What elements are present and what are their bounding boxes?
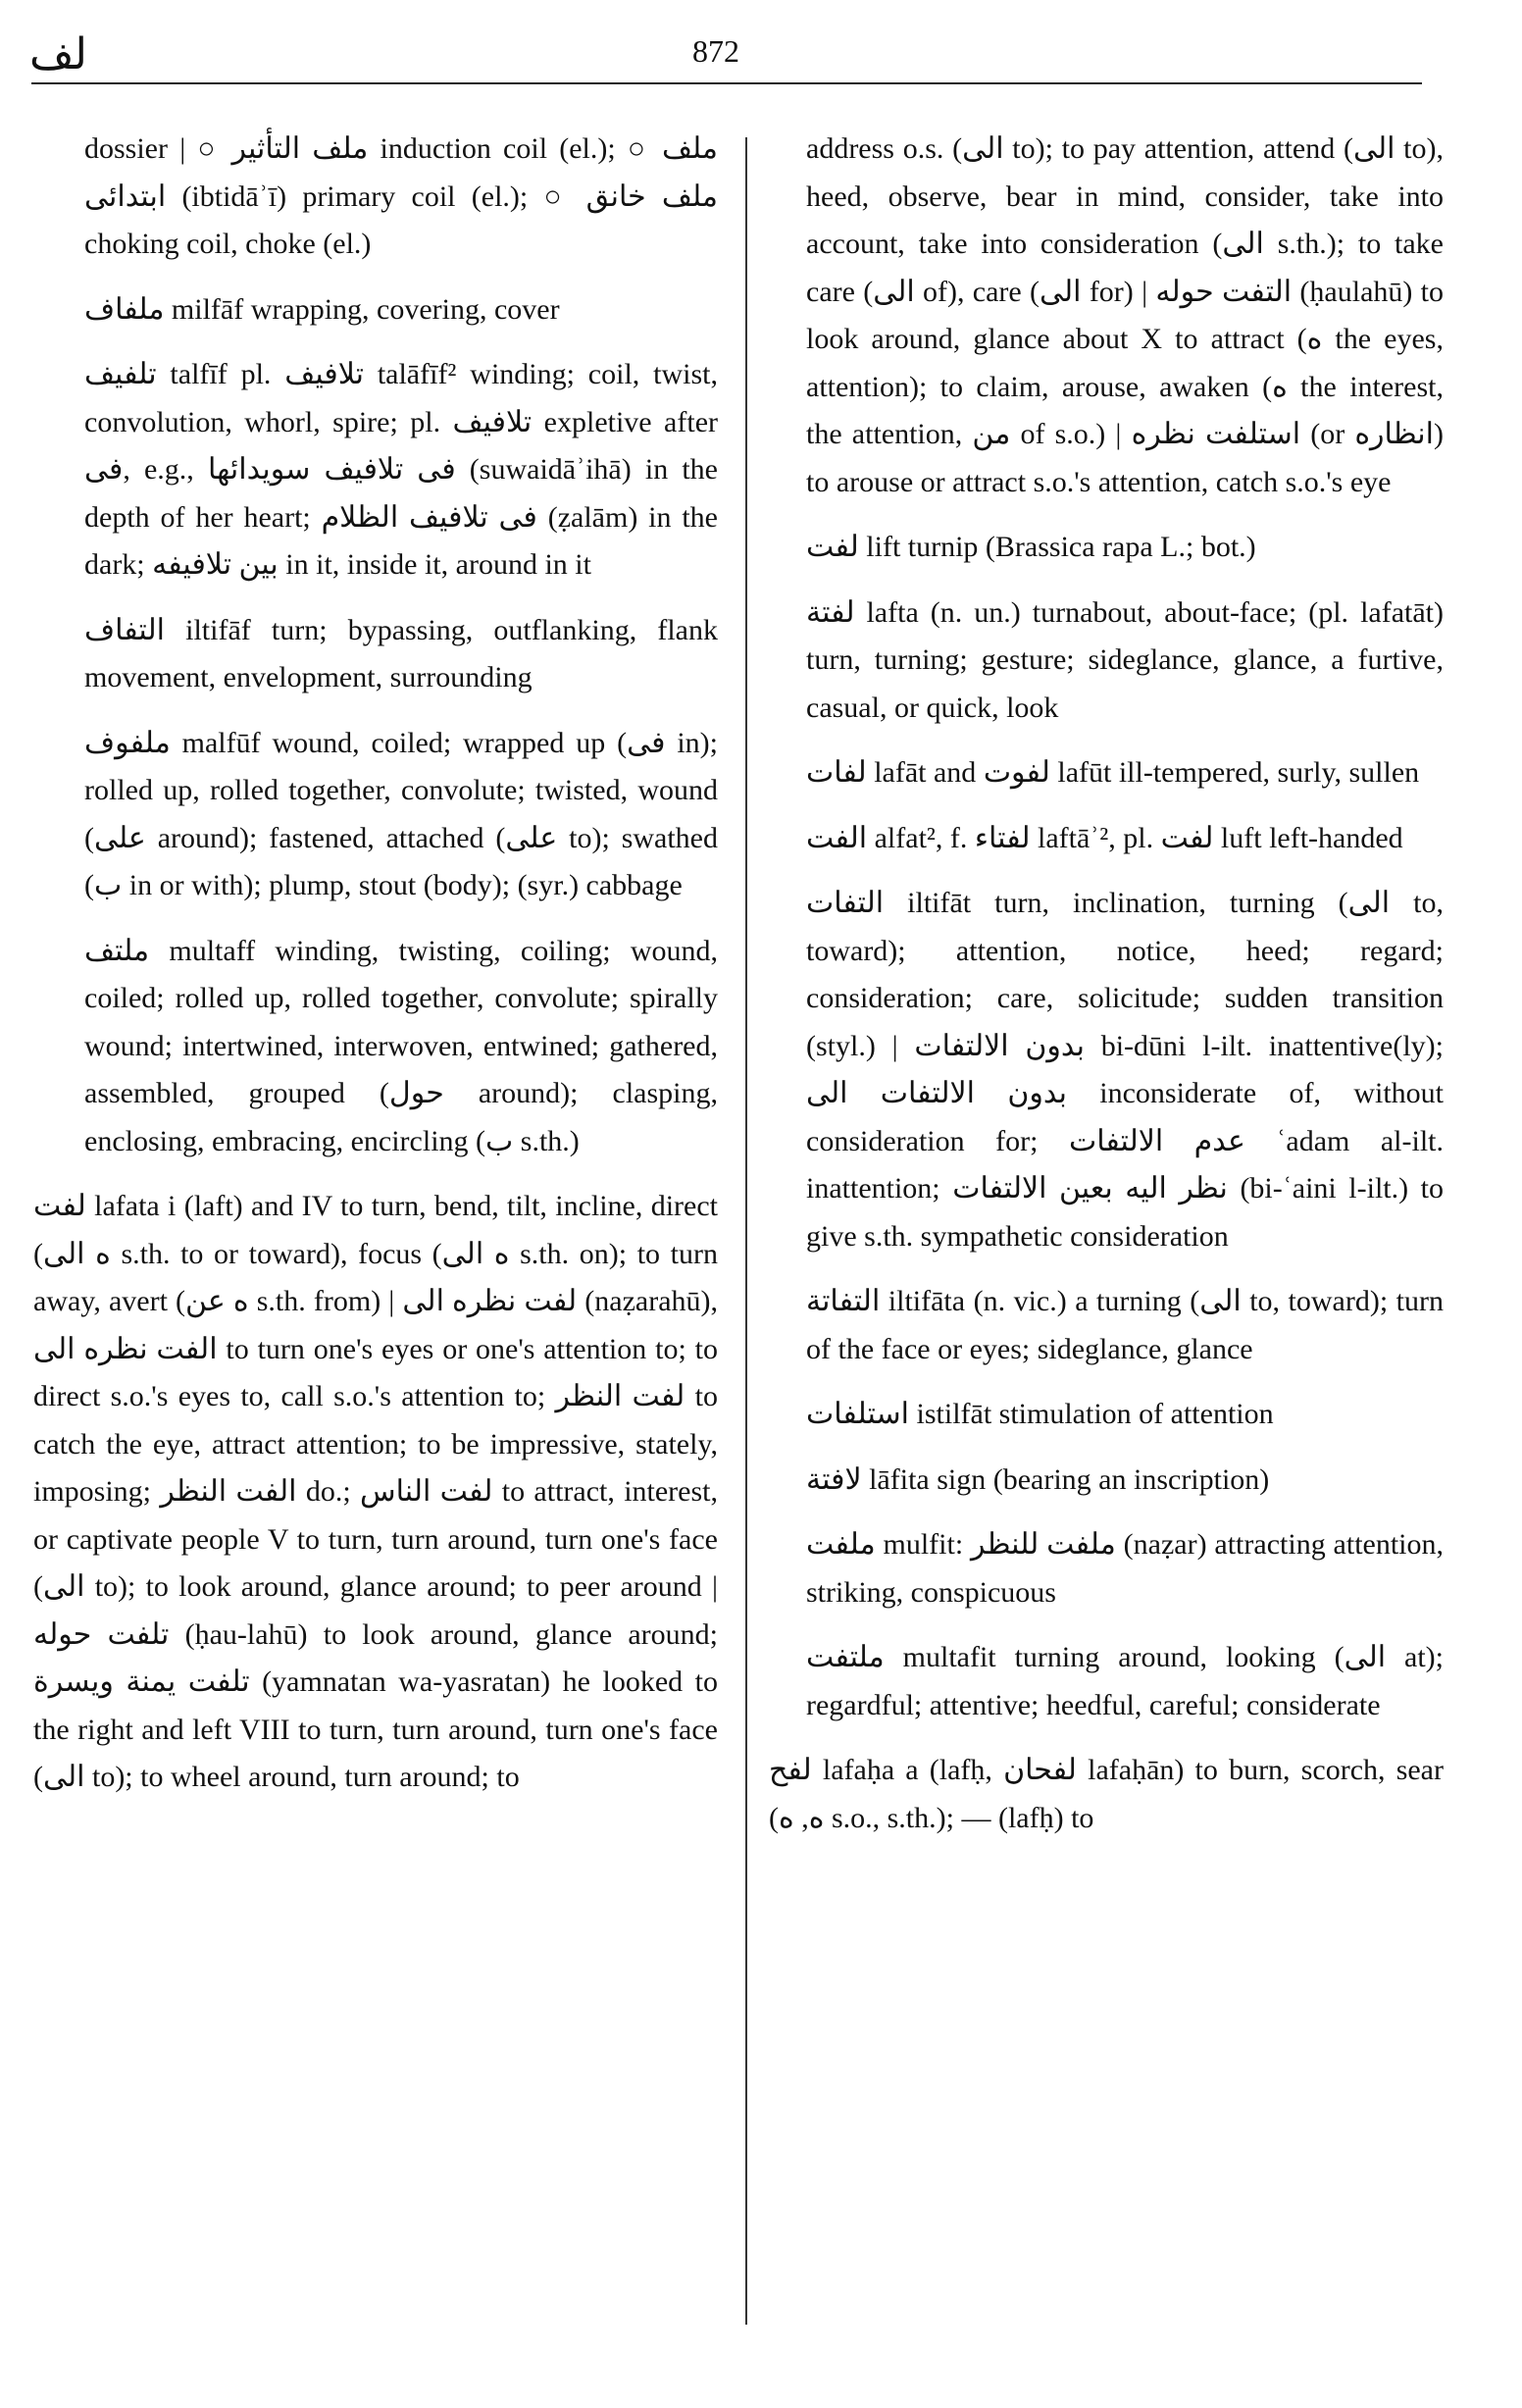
dictionary-entry: التفاتة iltifāta (n. vic.) a turning (الى to, toward); turn of the face or eyes; sideglance, glance [806, 1285, 1444, 1365]
guide-word: لف [29, 29, 87, 79]
dictionary-main-entry: لفح lafaḥa a (lafḥ, لفحان lafaḥān) to burn, scorch, sear (ه, ه s.o., s.th.); — (lafḥ) to [769, 1754, 1444, 1834]
dictionary-entry: لفت lift turnip (Brassica rapa L.; bot.) [806, 531, 1256, 563]
page-header [0, 0, 1522, 88]
left-column [33, 126, 719, 1819]
dictionary-entry: ملفت mulfit: ملفت للنظر (naẓar) attracting attention, striking, conspicuous [806, 1528, 1445, 1609]
dictionary-entry: dossier | ○ ملف التأثير induction coil (el.); ○ ملف ابتدائى (ibtidāʾī) primary coil (el.); ○ ملف خانق choking coil, choke (el.) [84, 132, 718, 260]
header-rule [31, 82, 1422, 84]
dictionary-main-entry: لفت lafata i (laft) and IV to turn, bend, tilt, incline, direct (ه الى s.th. to or toward), focus (ه الى s.th. on); to turn away, avert (ه عن s.th. from) | لفت نظره الى (naẓarahū), الفت نظره الى to turn one's eyes or one's attention to; to direct s.o.'s eyes to, call s.o.'s attention to; لفت النظر to catch the eye, attract attention; to be impressive, stately, imposing; الفت النظر do.; لفت الناس to attract, interest, or captivate people V to turn, turn around, turn one's face (الى to); to look around, glance around; to peer around | تلفت حوله (ḥau-lahū) to look around, glance around; تلفت يمنة ويسرة (yamnatan wa-yasratan) he looked to the right and left VIII to turn, turn around, turn one's face (الى to); to wheel around, turn around; to [33, 1190, 719, 1793]
dictionary-entry: استلفات istilfāt stimulation of attention [806, 1398, 1274, 1430]
dictionary-entry: ملفاف milfāf wrapping, covering, cover [84, 292, 560, 326]
dictionary-entry: تلفيف talfīf pl. تلافيف talāfīf² winding; coil, twist, convolution, whorl, spire; pl. تلافيف expletive after فى, e.g., فى تلافيف سويدائها (suwaidāʾihā) in the depth of her heart; فى تلافيف الظلام (ẓalām) in the dark; بين تلافيفه in it, inside it, around in it [84, 358, 718, 581]
dictionary-entry: address o.s. (الى to); to pay attention, attend (الى to), heed, observe, bear in mind, consider, take into account, take into consideration (الى s.th.); to take care (الى of), care (الى for) | التفت حوله (ḥaulahū) to look around, glance about X to attract (ه the eyes, attention); to claim, arouse, awaken (ه the interest, the attention, من of s.o.) | استلفت نظره (or انظاره) to arouse or attract s.o.'s attention, catch s.o.'s eye [806, 132, 1444, 498]
dictionary-entry: لفات lafāt and لفوت lafūt ill-tempered, surly, sullen [806, 756, 1420, 789]
dictionary-entry: ملتفت multafit turning around, looking (الى at); regardful; attentive; heedful, careful; considerate [806, 1641, 1444, 1721]
dictionary-entry: الفت alfat², f. لفتاء laftāʾ², pl. لفت luft left-handed [806, 821, 1403, 854]
dictionary-entry: لفتة lafta (n. un.) turnabout, about-face; (pl. lafatāt) turn, turning; gesture; sideglance, glance, a furtive, casual, or quick, look [806, 595, 1444, 724]
dictionary-entry: لافتة lāfita sign (bearing an inscription) [806, 1462, 1270, 1496]
dictionary-entry: ملتف multaff winding, twisting, coiling; wound, coiled; rolled up, rolled together, convolute; spirally wound; intertwined, interwoven, entwined; gathered, assembled, grouped (حول around); clasping, enclosing, embracing, encircling (ب s.th.) [84, 934, 718, 1157]
dictionary-entry: ملفوف malfūf wound, coiled; wrapped up (فى in); rolled up, rolled together, convolute; twisted, wound (على around); fastened, attached (على to); swathed (ب in or with); plump, stout (body); (syr.) cabbage [84, 726, 718, 901]
page-number: 872 [692, 33, 739, 69]
dictionary-entry: التفات iltifāt turn, inclination, turning (الى to, toward); attention, notice, heed; regard; consideration; care, solicitude; sudden transition (styl.) | بدون الالتفات bi-dūni l-ilt. inattentive(ly); بدون الالتفات الى inconsiderate of, without consideration for; عدم الالتفات ʿadam al-ilt. inattention; نظر اليه بعين الالتفات (bi-ʿaini l-ilt.) to give s.th. sympathetic consideration [806, 887, 1445, 1253]
right-column [769, 126, 1445, 1860]
dictionary-entry: التفاف iltifāf turn; bypassing, outflanking, flank movement, envelopment, surrounding [84, 613, 718, 693]
column-divider [745, 137, 747, 2325]
